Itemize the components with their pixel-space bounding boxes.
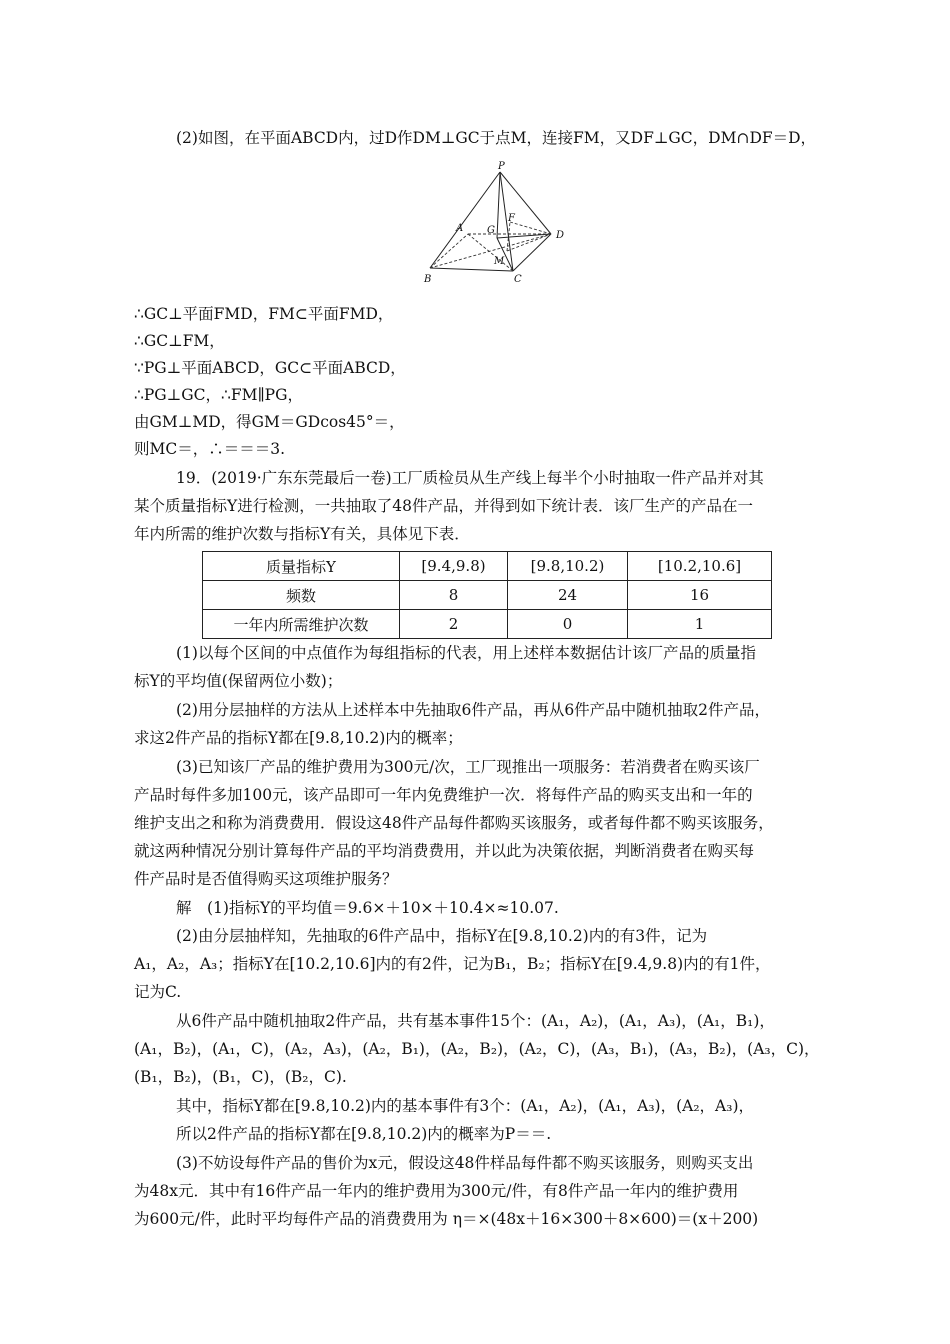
step-3: ∵PG⊥平面ABCD，GC⊂平面ABCD， [134, 359, 406, 377]
favorable-events: 其中，指标Y都在[9.8,10.2)内的基本事件有3个：(A₁，A₂)，(A₁，A₃)，(A₂，A₃)， [176, 1097, 755, 1115]
label-A: A [456, 223, 464, 234]
probability-result: 所以2件产品的指标Y都在[9.8,10.2)内的概率为P＝＝. [176, 1125, 552, 1143]
sub3-line-5: 件产品时是否值得购买这项维护服务？ [134, 870, 398, 888]
label-P: P [498, 161, 505, 172]
sub3-line-4: 就这两种情况分别计算每件产品的平均消费费用，并以此为决策依据，判断消费者在购买每 [134, 842, 755, 860]
events-line-2: (A₁，B₂)，(A₁，C)，(A₂，A₃)，(A₂，B₁)，(A₂，B₂)，(A₂，C)，(A₃，B₁)，(A₃，B₂)，(A₃，C)， [134, 1040, 820, 1058]
label-D: D [556, 230, 565, 241]
q19-stem-1: 19．(2019·广东东莞最后一卷)工厂质检员从生产线上每半个小时抽取一件产品并对其 [176, 469, 764, 487]
events-line-3: (B₁，B₂)，(B₁，C)，(B₂，C). [134, 1068, 347, 1086]
stats-table [202, 551, 772, 639]
sub3-line-2: 产品时每件多加100元，该产品即可一年内免费维护一次．将每件产品的购买支出和一年的 [134, 786, 753, 804]
q19-stem-2: 某个质量指标Y进行检测，一共抽取了48件产品，并得到如下统计表．该厂生产的产品在一 [134, 497, 753, 515]
table-cell: 一年内所需维护次数 [203, 610, 400, 639]
step-5: 由GM⊥MD，得GM＝GDcos45°＝， [134, 413, 405, 431]
q19-stem-3: 年内所需的维护次数与指标Y有关，具体见下表． [134, 525, 470, 543]
step-4: ∴PG⊥GC，∴FM∥PG， [134, 386, 303, 404]
table-row [203, 552, 772, 581]
solution-2-line-2: A₁，A₂，A₃；指标Y在[10.2,10.6]内的有2件，记为B₁，B₂；指标Y在[9.4,9.8)内的有1件， [134, 955, 771, 973]
part2-intro: (2)如图，在平面ABCD内，过D作DM⊥GC于点M，连接FM，又DF⊥GC，DM∩DF＝D， [176, 129, 817, 147]
sub1-line-2: 标Y的平均值(保留两位小数)； [134, 672, 343, 690]
table-cell: [9.4,9.8) [400, 552, 508, 581]
sub2-line-2: 求这2件产品的指标Y都在[9.8,10.2)内的概率； [134, 729, 463, 747]
table-cell: 2 [400, 610, 508, 639]
sub3-line-1: (3)已知该厂产品的维护费用为300元/次，工厂现推出一项服务：若消费者在购买该厂 [176, 758, 760, 776]
sub2-line-1: (2)用分层抽样的方法从上述样本中先抽取6件产品，再从6件产品中随机抽取2件产品， [176, 701, 771, 719]
sub1-line-1: (1)以每个区间的中点值作为每组指标的代表，用上述样本数据估计该厂产品的质量指 [176, 644, 756, 662]
step-2: ∴GC⊥FM， [134, 332, 225, 350]
sub3-line-3: 维护支出之和称为消费费用．假设这48件产品每件都购买该服务，或者每件都不购买该服务， [134, 814, 774, 832]
label-G: G [487, 225, 495, 236]
table-cell: 频数 [203, 581, 400, 610]
table-row [203, 610, 772, 639]
table-cell: [10.2,10.6] [628, 552, 772, 581]
table-row [203, 581, 772, 610]
table-cell: 0 [508, 610, 628, 639]
table-cell: [9.8,10.2) [508, 552, 628, 581]
solution-2-line-3: 记为C. [134, 983, 182, 1001]
label-C: C [514, 274, 522, 285]
table-cell: 8 [400, 581, 508, 610]
solution-3-line-3: 为600元/件，此时平均每件产品的消费费用为 η＝×(48x＋16×300＋8×600)＝(x＋200) [134, 1210, 759, 1228]
solution-3-line-2: 为48x元．其中有16件产品一年内的维护费用为300元/件，有8件产品一年内的维护费用 [134, 1182, 739, 1200]
solution-2-line-1: (2)由分层抽样知，先抽取的6件产品中，指标Y在[9.8,10.2)内的有3件，记为 [176, 927, 708, 945]
table-cell: 24 [508, 581, 628, 610]
step-1: ∴GC⊥平面FMD，FM⊂平面FMD， [134, 305, 394, 323]
table-cell: 质量指标Y [203, 552, 400, 581]
step-6: 则MC＝，∴＝＝＝3. [134, 440, 286, 458]
label-F: F [508, 213, 515, 224]
solution-1: 解 (1)指标Y的平均值＝9.6×＋10×＋10.4×≈10.07. [176, 899, 559, 917]
solution-3-line-1: (3)不妨设每件产品的售价为x元，假设这48件样品每件都不购买该服务，则购买支出 [176, 1154, 754, 1172]
label-M: M [494, 256, 505, 267]
table-cell: 1 [628, 610, 772, 639]
events-line-1: 从6件产品中随机抽取2件产品，共有基本事件15个：(A₁，A₂)，(A₁，A₃)，(A₁，B₁)， [176, 1012, 775, 1030]
pyramid-figure [410, 158, 580, 290]
table-cell: 16 [628, 581, 772, 610]
label-B: B [424, 274, 432, 285]
